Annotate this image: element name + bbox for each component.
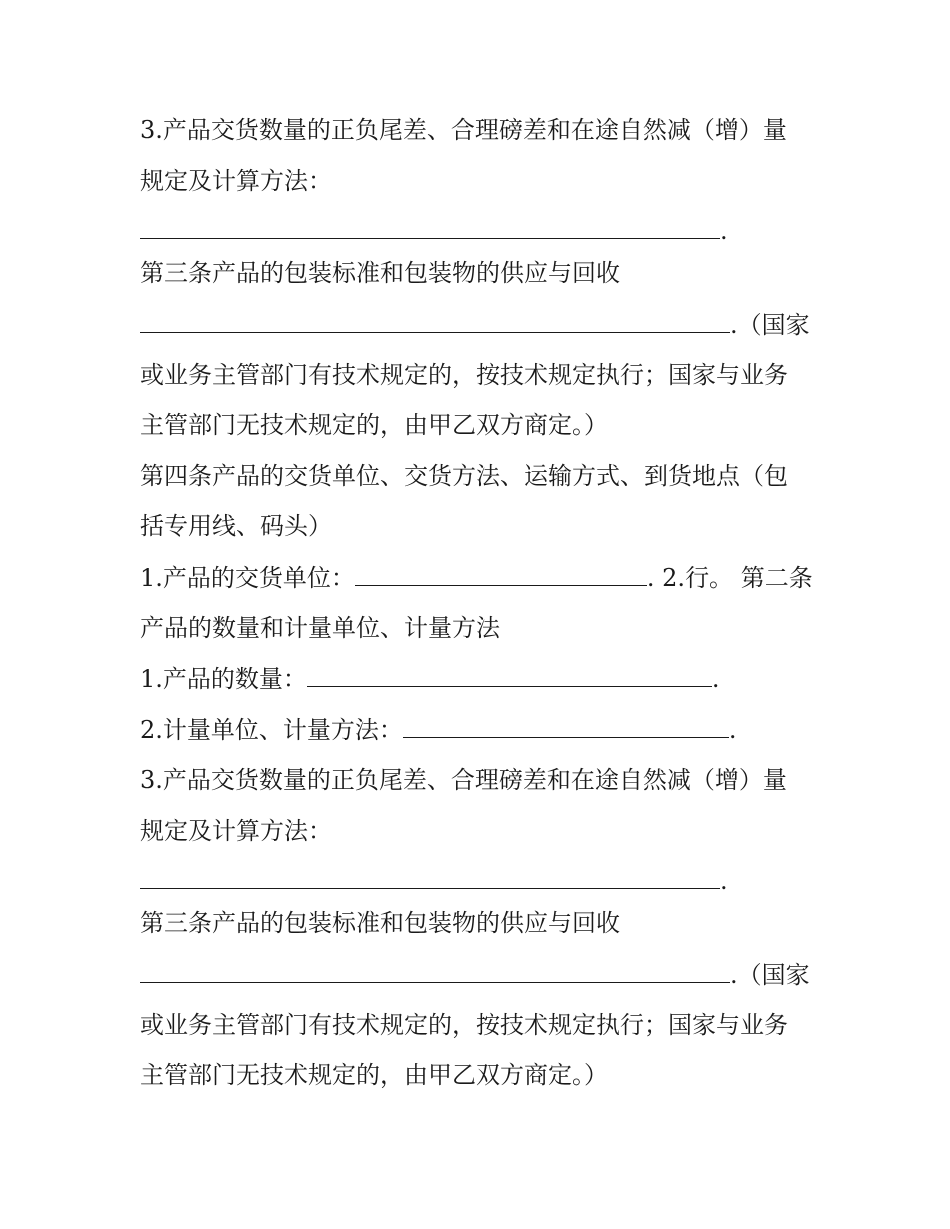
fill-suffix: .: [720, 217, 728, 245]
blank-field[interactable]: [140, 216, 720, 239]
fill-line: [140, 865, 728, 897]
fill-prefix: 1.产品的交货单位：: [140, 564, 355, 592]
text-line: 或业务主管部门有技术规定的，按技术规定执行；国家与业务: [140, 1011, 788, 1039]
fill-line: [140, 562, 813, 594]
fill-line: [140, 215, 728, 247]
text-line: 产品的数量和计量单位、计量方法: [140, 614, 500, 642]
text-line: 规定及计算方法：: [140, 167, 332, 195]
fill-prefix: 1.产品的数量：: [140, 665, 307, 693]
fill-prefix: 2.计量单位、计量方法：: [140, 716, 403, 744]
blank-field[interactable]: [140, 960, 730, 983]
fill-line: [140, 959, 810, 991]
blank-field[interactable]: [403, 715, 729, 738]
fill-suffix: .（国家: [730, 961, 810, 989]
blank-field[interactable]: [140, 866, 720, 889]
fill-suffix: .: [728, 716, 737, 744]
blank-field[interactable]: [307, 664, 712, 687]
text-line: 主管部门无技术规定的，由甲乙双方商定。）: [140, 411, 608, 439]
article-heading: 第三条产品的包装标准和包装物的供应与回收: [140, 259, 620, 287]
text-line: 3.产品交货数量的正负尾差、合理磅差和在途自然减（增）量: [140, 116, 787, 144]
article-heading: 第三条产品的包装标准和包装物的供应与回收: [140, 909, 620, 937]
fill-line: [140, 309, 810, 341]
blank-field[interactable]: [140, 310, 730, 333]
fill-suffix: . 2.行。 第二条: [646, 564, 813, 592]
text-line: 规定及计算方法：: [140, 817, 332, 845]
fill-line: [140, 663, 720, 695]
text-line: 主管部门无技术规定的，由甲乙双方商定。）: [140, 1061, 608, 1089]
text-line: 括专用线、码头）: [140, 512, 332, 540]
blank-field[interactable]: [355, 563, 647, 586]
fill-suffix: .（国家: [730, 311, 810, 339]
text-line: 3.产品交货数量的正负尾差、合理磅差和在途自然减（增）量: [140, 766, 787, 794]
fill-suffix: .: [720, 867, 728, 895]
fill-suffix: .: [711, 665, 720, 693]
text-line: 或业务主管部门有技术规定的，按技术规定执行；国家与业务: [140, 361, 788, 389]
fill-line: [140, 714, 737, 746]
article-heading: 第四条产品的交货单位、交货方法、运输方式、到货地点（包: [140, 462, 788, 490]
